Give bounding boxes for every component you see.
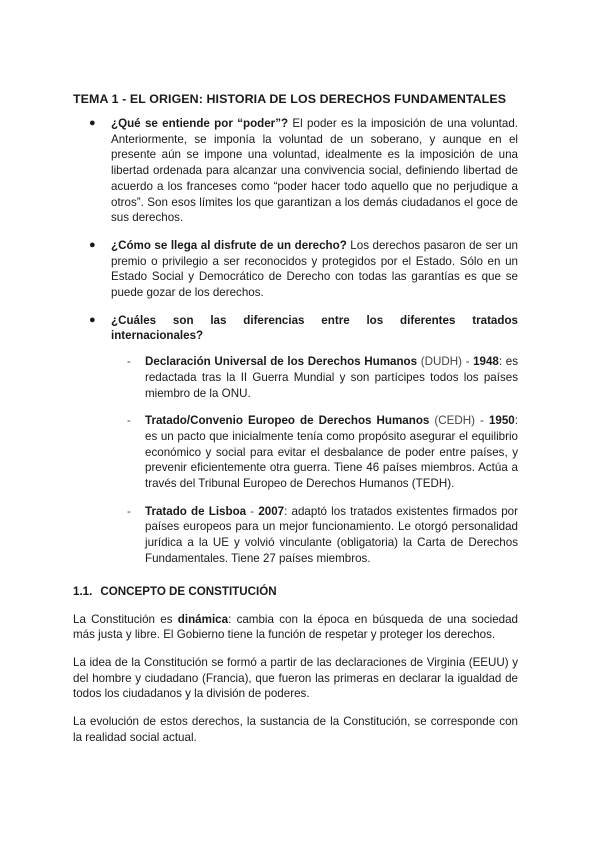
treaty-year: 1950 (488, 414, 515, 428)
treaty-list (111, 354, 518, 566)
dash-icon: - (127, 414, 131, 428)
treaty-text: : es redactada tras la II Guerra Mundial y son partícipes todos los países miembro de la ONU. (145, 355, 518, 400)
answer-text: El poder es la imposición de una voluntad. Anteriormente, se imponía la voluntad de un soberano, y aunque en el presente aún se impone una voluntad, idealmente es la imposición de una libertad ordenada para alcanzar una convivencia social, definiendo libertad de acuerdo a los franceses como “poder hacer todo aquello que no perjudique a otros”. Son esos límites los que garantizan a los demás ciudadanos el goce de sus derechos. (111, 117, 519, 225)
emphasis-text: dinámica (177, 612, 229, 626)
question-text: ¿Cuáles son las diferencias entre los diferentes tratados internacionales? (111, 313, 518, 343)
treaty-abbr: (DUDH) - (417, 355, 474, 369)
list-item-tratados (73, 313, 518, 567)
paragraph-dinamica (73, 612, 518, 643)
treaty-item-cedh (111, 413, 518, 492)
bullet-icon: ● (89, 238, 96, 251)
treaty-text: : adaptó los tratados existentes firmados por países europeos para un mejor funcionamiento. Le otorgó personalidad jurídica a la UE y volvió vinculante (obligatoria) la Carta de Derechos Fundamentales. Tiene 27 países miembros. (145, 504, 518, 565)
question-text: ¿Cómo se llega al disfrute de un derecho? (111, 238, 347, 252)
treaty-year: 2007 (258, 504, 285, 518)
treaty-item-lisboa (111, 504, 518, 567)
section-heading (73, 585, 518, 598)
section-title: CONCEPTO DE CONSTITUCIÓN (100, 584, 277, 598)
treaty-name: Tratado/Convenio Europeo de Derechos Humanos (145, 414, 430, 428)
dash-icon: - (127, 504, 131, 518)
paragraph-evolucion: La evolución de estos derechos, la sustancia de la Constitución, se corresponde con la realidad social actual. (73, 715, 518, 744)
bullet-icon: ● (89, 313, 96, 326)
section-number: 1.1. (73, 584, 93, 598)
answer-text: Los derechos pasaron de ser un premio o privilegio a ser reconocidos y protegidos por el Estado. Sólo en un Estado Social y Democrático de Derecho con todas las garantías es que se puede gozar de los derechos. (111, 238, 518, 300)
treaty-text: : es un pacto que inicialmente tenía como propósito asegurar el equilibrio económico y social para evitar el desbalance de poder entre países, y prevenir eficientemente otra guerra. Tiene 46 países miembros. Actúa a través del Tribunal Europeo de Derechos Humanos (TEDH). (145, 414, 518, 491)
treaty-year: 1948 (473, 355, 499, 369)
list-item-disfrute (73, 238, 518, 301)
list-item-poder (73, 116, 518, 226)
page-title: TEMA 1 - EL ORIGEN: HISTORIA DE LOS DERECHOS FUNDAMENTALES (73, 92, 507, 106)
treaty-abbr: (CEDH) - (429, 414, 489, 428)
question-text: ¿Qué se entiende por “poder”? (111, 117, 289, 130)
paragraph-text: La Constitución es (73, 612, 178, 626)
treaty-abbr: - (246, 504, 259, 518)
question-list (73, 116, 518, 567)
dash-icon: - (127, 355, 131, 369)
treaty-name: Tratado de Lisboa (145, 504, 247, 518)
paragraph-text: : cambia con la época en búsqueda de una sociedad más justa y libre. El Gobierno tiene la función de respetar y proteger los derechos. (73, 612, 518, 642)
treaty-item-dudh (111, 354, 518, 401)
bullet-icon: ● (89, 117, 96, 129)
treaty-name: Declaración Universal de los Derechos Humanos (145, 355, 418, 369)
paragraph-declaraciones: La idea de la Constitución se formó a partir de las declaraciones de Virginia (EEUU) y del hombre y ciudadano (Francia), que fueron las primeras en declarar la igualdad de todos los ciudadanos y la división de poderes. (73, 655, 518, 701)
